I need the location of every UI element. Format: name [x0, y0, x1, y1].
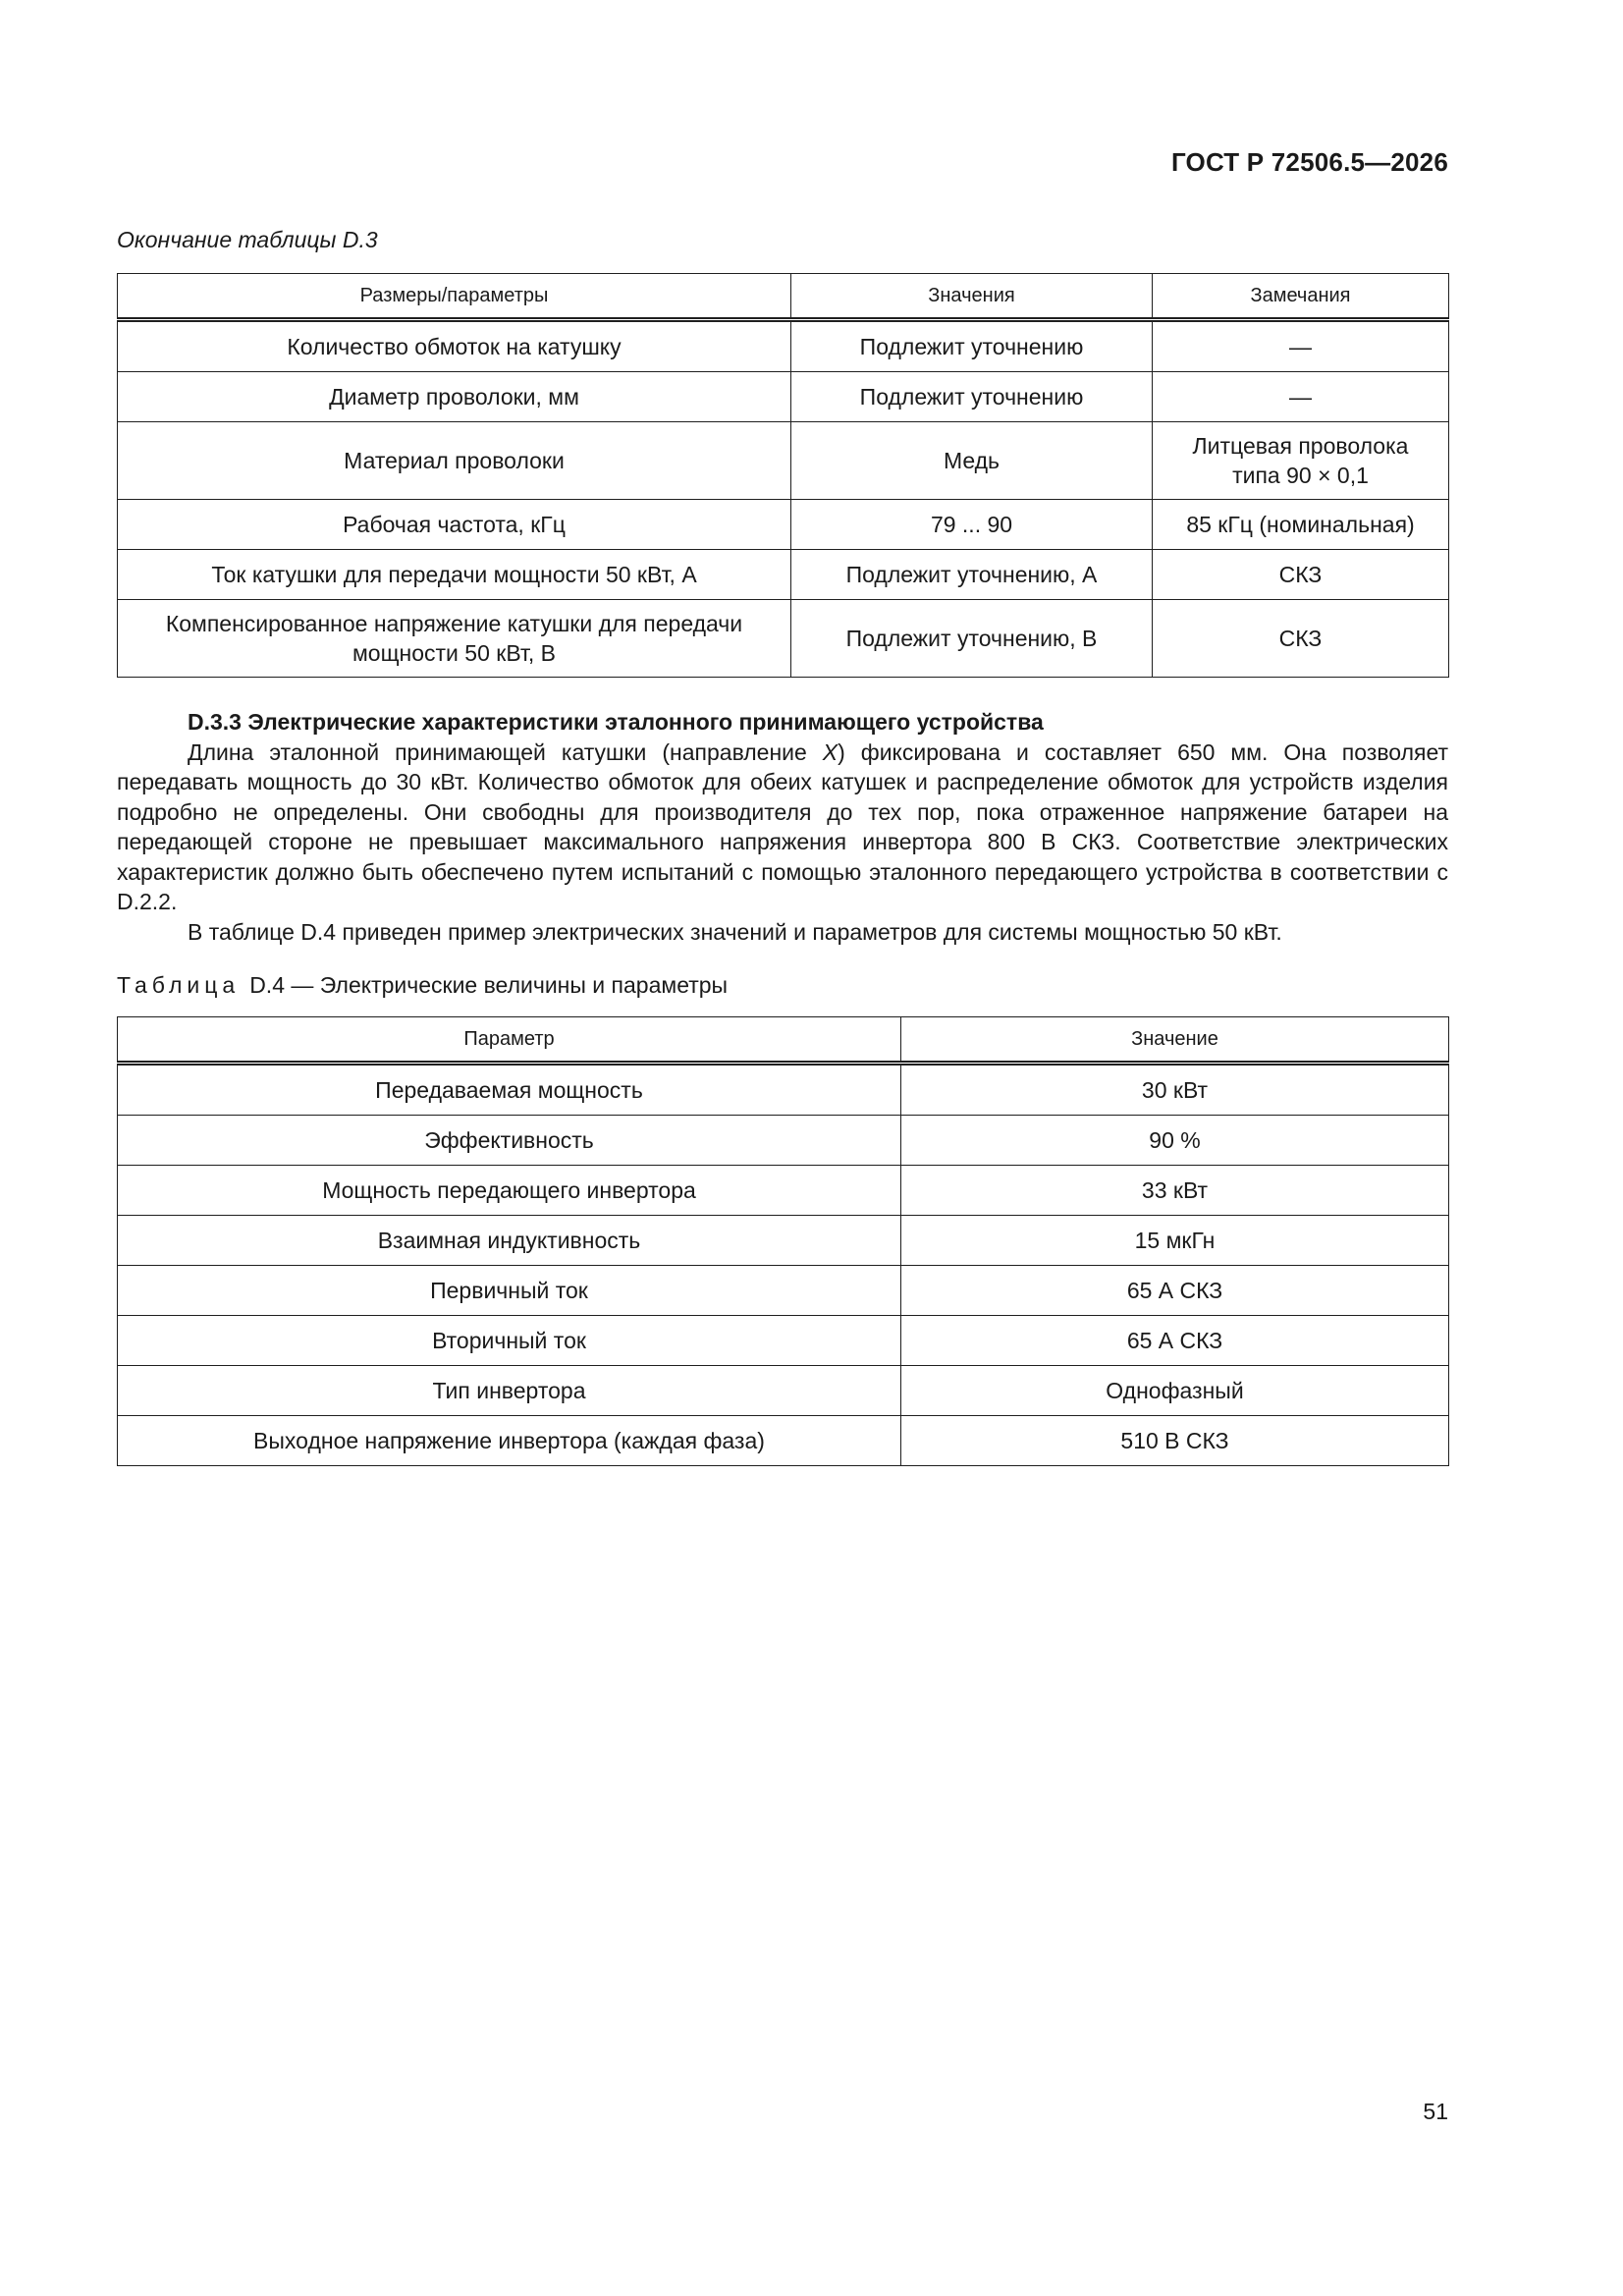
- table-cell: Количество обмоток на катушку: [118, 320, 791, 372]
- table-cell: Первичный ток: [118, 1266, 901, 1316]
- table-cell: СКЗ: [1153, 600, 1449, 678]
- table-continuation-caption: Окончание таблицы D.3: [117, 227, 378, 252]
- table-cell: Взаимная индуктивность: [118, 1216, 901, 1266]
- table-cell: СКЗ: [1153, 550, 1449, 600]
- table-cell: 65 А СКЗ: [901, 1316, 1449, 1366]
- table-cell: Рабочая частота, кГц: [118, 500, 791, 550]
- table-row: [118, 1166, 1449, 1216]
- table-row: [118, 1366, 1449, 1416]
- table-d3: [117, 273, 1449, 678]
- axis-symbol: X: [822, 738, 839, 765]
- table-cell: Однофазный: [901, 1366, 1449, 1416]
- table-row: [118, 550, 1449, 600]
- table-row: [118, 1316, 1449, 1366]
- table-row: [118, 320, 1449, 372]
- column-header: Замечания: [1153, 274, 1449, 320]
- section-d-3-3: [117, 707, 1448, 947]
- table-cell: 33 кВт: [901, 1166, 1449, 1216]
- table-cell: Литцевая проволока типа 90 × 0,1: [1153, 422, 1449, 500]
- paragraph-text: Длина эталонной принимающей катушки (направление: [188, 738, 823, 765]
- table-cell: —: [1153, 372, 1449, 422]
- table-row: [118, 372, 1449, 422]
- table-row: [118, 1064, 1449, 1116]
- table-cell: Тип инвертора: [118, 1366, 901, 1416]
- table-row: [118, 1116, 1449, 1166]
- table-d4: [117, 1016, 1449, 1466]
- table-cell: 90 %: [901, 1116, 1449, 1166]
- table-header-row: [118, 274, 1449, 320]
- column-header: Значения: [791, 274, 1153, 320]
- table-cell: Эффективность: [118, 1116, 901, 1166]
- table-cell: 85 кГц (номинальная): [1153, 500, 1449, 550]
- table-cell: 30 кВт: [901, 1064, 1449, 1116]
- document-code: ГОСТ Р 72506.5—2026: [1170, 147, 1448, 177]
- table-header-row: [118, 1017, 1449, 1064]
- table-cell: Подлежит уточнению, В: [791, 600, 1153, 678]
- table-cell: Материал проволоки: [118, 422, 791, 500]
- table-row: [118, 422, 1449, 500]
- table-row: [118, 500, 1449, 550]
- paragraph-text: ) фиксирована и составляет 650 мм. Она позволяет передавать мощность до 30 кВт. Количество обмоток для обеих катушек и распределение обмоток для устройств изделия подробно не определены. Они свободны для производителя до тех пор, пока отраженное напряжение батареи на передающей стороне не превышает максимального напряжения инвертора 800 В СКЗ. Соответствие электрических характеристик должно быть обеспечено путем испытаний с помощью эталонного передающего устройства в соответствии с D.2.2.: [117, 738, 1449, 914]
- table-cell: 79 ... 90: [791, 500, 1153, 550]
- table-cell: 510 В СКЗ: [901, 1416, 1449, 1466]
- table-row: [118, 600, 1449, 678]
- table-cell: Подлежит уточнению: [791, 372, 1153, 422]
- table-cell: Компенсированное напряжение катушки для передачи мощности 50 кВт, В: [118, 600, 791, 678]
- table-cell: Мощность передающего инвертора: [118, 1166, 901, 1216]
- column-header: Значение: [901, 1017, 1449, 1064]
- table-cell: Диаметр проволоки, мм: [118, 372, 791, 422]
- table-cell: Подлежит уточнению: [791, 320, 1153, 372]
- section-heading: D.3.3 Электрические характеристики эталонного принимающего устройства: [188, 709, 1044, 735]
- table-cell: Передаваемая мощность: [118, 1064, 901, 1116]
- table-cell: Выходное напряжение инвертора (каждая фаза): [118, 1416, 901, 1466]
- column-header: Параметр: [118, 1017, 901, 1064]
- section-paragraph: В таблице D.4 приведен пример электрических значений и параметров для системы мощностью 50 кВт.: [188, 918, 1282, 945]
- section-paragraph: [117, 738, 1448, 917]
- table-d4-caption: [117, 972, 728, 999]
- table-cell: Подлежит уточнению, А: [791, 550, 1153, 600]
- caption-label: Таблица: [117, 972, 241, 998]
- table-cell: 65 А СКЗ: [901, 1266, 1449, 1316]
- caption-text: D.4 — Электрические величины и параметры: [249, 972, 729, 998]
- table-cell: —: [1153, 320, 1449, 372]
- table-cell: Ток катушки для передачи мощности 50 кВт, А: [118, 550, 791, 600]
- column-header: Размеры/параметры: [118, 274, 791, 320]
- table-cell: Медь: [791, 422, 1153, 500]
- table-row: [118, 1216, 1449, 1266]
- table-row: [118, 1266, 1449, 1316]
- table-cell: Вторичный ток: [118, 1316, 901, 1366]
- table-cell: 15 мкГн: [901, 1216, 1449, 1266]
- page-number: 51: [1423, 2099, 1448, 2124]
- table-row: [118, 1416, 1449, 1466]
